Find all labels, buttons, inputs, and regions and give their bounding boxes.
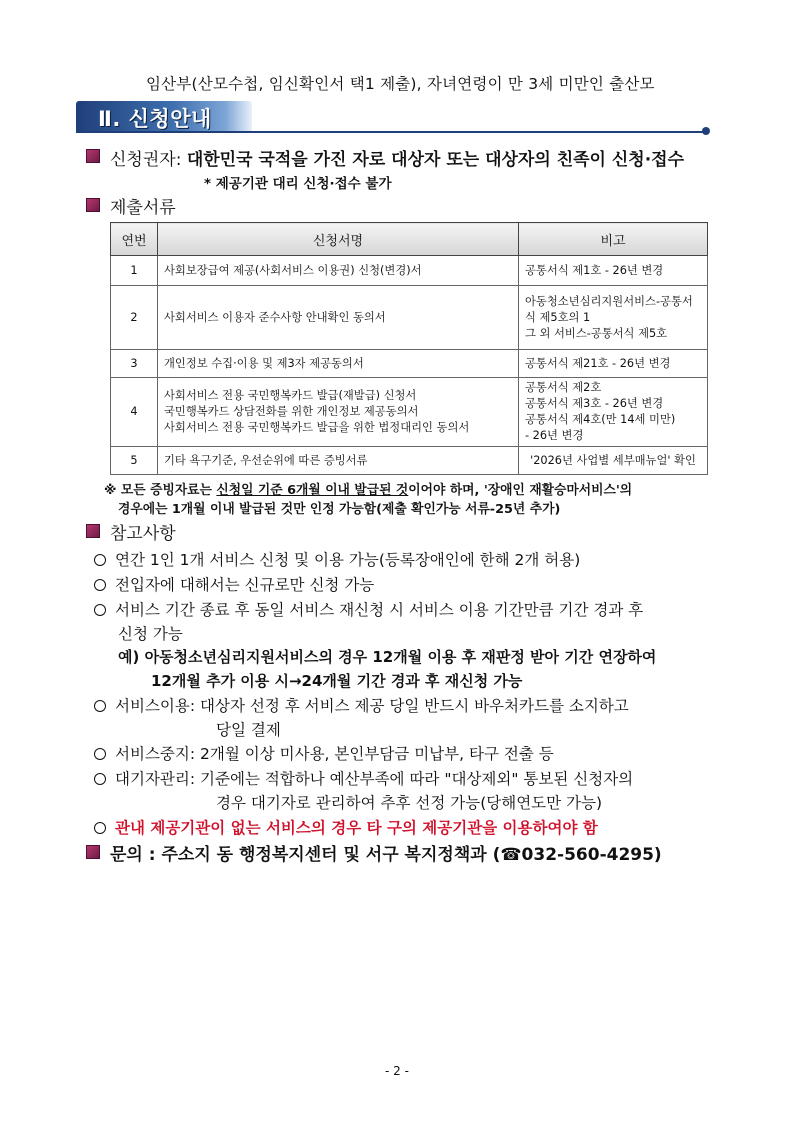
circle-bullet-icon bbox=[94, 700, 106, 712]
documents-table bbox=[110, 222, 708, 475]
table-row bbox=[111, 378, 708, 447]
wait-continuation: 경우 대기자로 관리하여 추후 선정 가능(당해연도만 가능) bbox=[216, 794, 603, 812]
section-banner bbox=[76, 101, 252, 133]
circle-bullet-icon bbox=[94, 579, 106, 591]
applicant-line bbox=[110, 145, 684, 170]
stop-text: 2개월 이상 미사용, 본인부담금 미납부, 타구 전출 등 bbox=[200, 745, 554, 763]
form-name-cell: 사회서비스 전용 국민행복카드 발급(재발급) 신청서 국민행복카드 상담전화를 위한 개인정보 제공동의서 사회서비스 전용 국민행복카드 발급을 위한 법정대리인 동의서 bbox=[158, 378, 519, 447]
note-item-waitlist bbox=[94, 767, 633, 789]
contact-text: 문의 : 주소지 동 행정복지센터 및 서구 복지정책과 bbox=[110, 845, 487, 865]
contact-line bbox=[110, 840, 662, 865]
table-row bbox=[111, 286, 708, 350]
applicant-label: 신청권자: bbox=[110, 150, 182, 170]
section-divider-dot bbox=[702, 127, 710, 135]
usage-label: 서비스이용: bbox=[115, 697, 196, 715]
example-line-1: 예) 아동청소년심리지원서비스의 경우 12개월 이용 후 재판정 받아 기간 연장하여 bbox=[118, 648, 657, 666]
red-notice-text: 관내 제공기관이 없는 서비스의 경우 타 구의 제공기관을 이용하여야 함 bbox=[115, 819, 598, 837]
table-row bbox=[111, 350, 708, 378]
evidence-warning bbox=[104, 481, 632, 519]
notes-heading: 참고사항 bbox=[110, 524, 176, 544]
remarks-cell: 공통서식 제21호 - 26년 변경 bbox=[519, 350, 708, 378]
form-name-cell: 개인정보 수집·이용 및 제3자 제공동의서 bbox=[158, 350, 519, 378]
circle-bullet-icon bbox=[94, 822, 106, 834]
note-item-continuation: 신청 가능 bbox=[118, 625, 183, 643]
warning-line-2: 경우에는 1개월 이내 발급된 것만 인정 가능함(제출 확인가능 서류-25년 추가) bbox=[118, 502, 561, 517]
form-name-cell: 기타 욕구기준, 우선순위에 따른 증빙서류 bbox=[158, 447, 519, 475]
note-item-service-stop bbox=[94, 742, 554, 764]
column-header-form-name: 신청서명 bbox=[158, 223, 519, 256]
applicant-note: * 제공기관 대리 신청·접수 불가 bbox=[204, 176, 392, 192]
row-number-cell: 3 bbox=[111, 350, 158, 378]
warning-post: 이어야 하며, '장애인 재활승마서비스'의 bbox=[408, 483, 633, 498]
usage-text: 대상자 선정 후 서비스 제공 당일 반드시 바우처카드를 소지하고 bbox=[200, 697, 629, 715]
note-item-red bbox=[94, 816, 598, 838]
column-header-no: 연번 bbox=[111, 223, 158, 256]
example-line-2: 12개월 추가 이용 시→24개월 기간 경과 후 재신청 가능 bbox=[151, 672, 523, 690]
usage-continuation: 당일 결제 bbox=[216, 721, 281, 739]
wait-label: 대기자관리: bbox=[115, 770, 196, 788]
circle-bullet-icon bbox=[94, 604, 106, 616]
warning-line-1 bbox=[104, 481, 632, 500]
circle-bullet-icon bbox=[94, 748, 106, 760]
page-number: - 2 - bbox=[385, 1064, 409, 1078]
note-item-text: 전입자에 대해서는 신규로만 신청 가능 bbox=[115, 576, 375, 594]
note-item bbox=[94, 548, 580, 570]
warning-pre: 모든 증빙자료는 bbox=[120, 483, 212, 498]
section-divider bbox=[76, 131, 706, 133]
circle-bullet-icon bbox=[94, 773, 106, 785]
table-row bbox=[111, 447, 708, 475]
row-number-cell: 1 bbox=[111, 256, 158, 286]
table-header-row bbox=[111, 223, 708, 256]
note-item-text: 서비스 기간 종료 후 동일 서비스 재신청 시 서비스 이용 기간만큼 기간 경과 후 bbox=[115, 601, 644, 619]
square-bullet-icon bbox=[86, 845, 100, 859]
table-body bbox=[111, 256, 708, 475]
wait-text: 기준에는 적합하나 예산부족에 따라 "대상제외" 통보된 신청자의 bbox=[200, 770, 634, 788]
remarks-cell: 아동청소년심리지원서비스-공통서식 제5호의 1 그 외 서비스-공통서식 제5호 bbox=[519, 286, 708, 350]
remarks-cell: '2026년 사업별 세부매뉴얼' 확인 bbox=[519, 447, 708, 475]
applicant-text: 대한민국 국적을 가진 자로 대상자 또는 대상자의 친족이 신청·접수 bbox=[186, 150, 685, 170]
eligibility-continuation-text: 임산부(산모수첩, 임신확인서 택1 제출), 자녀연령이 만 3세 미만인 출산모 bbox=[146, 75, 655, 93]
table-row bbox=[111, 256, 708, 286]
form-name-cell: 사회서비스 이용자 준수사항 안내확인 동의서 bbox=[158, 286, 519, 350]
square-bullet-icon bbox=[86, 524, 100, 538]
square-bullet-icon bbox=[86, 198, 100, 212]
row-number-cell: 5 bbox=[111, 447, 158, 475]
column-header-remarks: 비고 bbox=[519, 223, 708, 256]
remarks-cell: 공통서식 제2호 공통서식 제3호 - 26년 변경 공통서식 제4호(만 14세 미만) - 26년 변경 bbox=[519, 378, 708, 447]
square-bullet-icon bbox=[86, 149, 100, 163]
contact-phone: (☎032-560-4295) bbox=[492, 845, 662, 865]
note-item bbox=[94, 573, 374, 595]
row-number-cell: 4 bbox=[111, 378, 158, 447]
row-number-cell: 2 bbox=[111, 286, 158, 350]
form-name-cell: 사회보장급여 제공(사회서비스 이용권) 신청(변경)서 bbox=[158, 256, 519, 286]
remarks-cell: 공통서식 제1호 - 26년 변경 bbox=[519, 256, 708, 286]
note-item-text: 연간 1인 1개 서비스 신청 및 이용 가능(등록장애인에 한해 2개 허용) bbox=[115, 551, 581, 569]
warning-underlined: 신청일 기준 6개월 이내 발급된 것 bbox=[216, 483, 409, 498]
documents-heading: 제출서류 bbox=[110, 198, 176, 218]
note-item-service-usage bbox=[94, 694, 629, 716]
section-title: Ⅱ. 신청안내 bbox=[98, 107, 212, 131]
reference-mark: ※ bbox=[104, 483, 117, 498]
stop-label: 서비스중지: bbox=[115, 745, 196, 763]
note-item bbox=[94, 598, 643, 620]
circle-bullet-icon bbox=[94, 554, 106, 566]
